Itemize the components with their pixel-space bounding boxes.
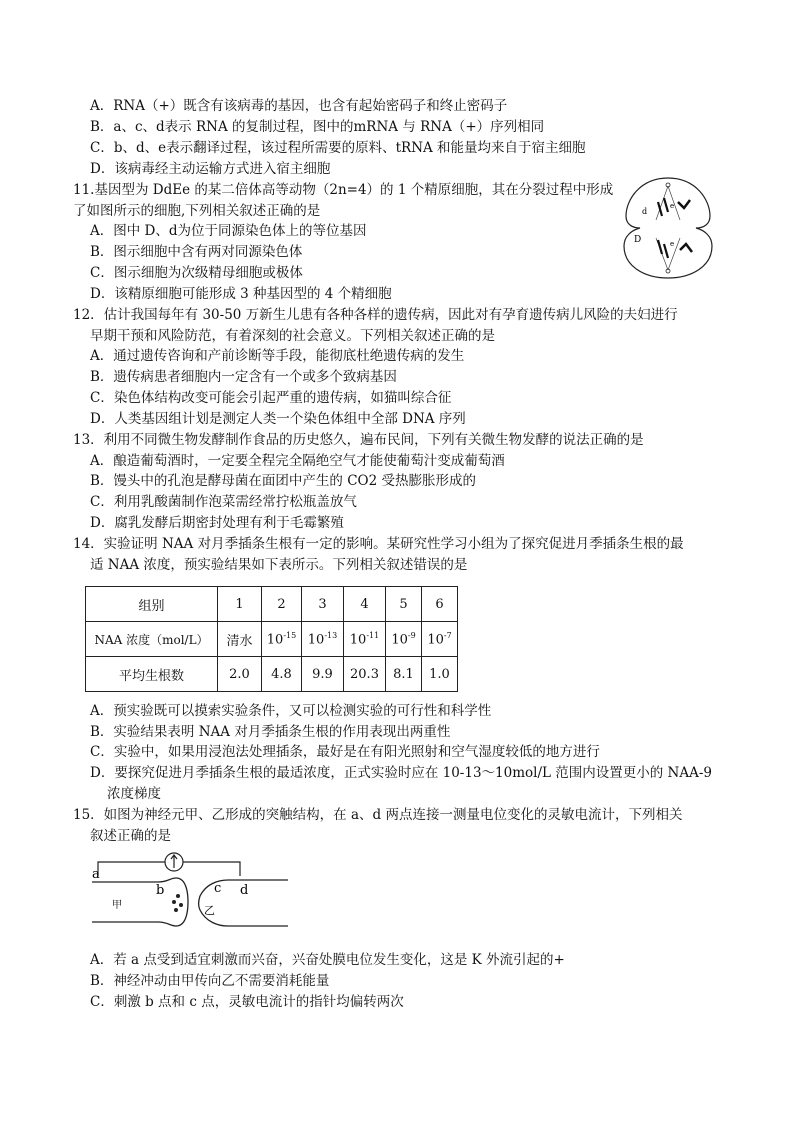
table-cell: 6 xyxy=(422,587,458,622)
fig-label-yi: 乙 xyxy=(204,904,215,917)
q11-option-d: D．该精原细胞可能形成 3 种基因型的 4 个精细胞 xyxy=(90,286,392,302)
table-cell: 1 xyxy=(218,587,262,622)
q12-option-b: B．遗传病患者细胞内一定含有一个或多个致病基因 xyxy=(90,369,397,385)
table-cell: 1.0 xyxy=(422,657,458,692)
q13-option-a: A．酿造葡萄酒时，一定要全程完全隔绝空气才能使葡萄汁变成葡萄酒 xyxy=(90,453,505,469)
table-row xyxy=(86,657,458,692)
table-header: 平均生根数 xyxy=(86,657,218,692)
q15-option-b: B．神经冲动由甲传向乙不需要消耗能量 xyxy=(90,973,330,989)
q14-option-d: D．要探究促进月季插条生根的最适浓度，正式实验时应在 10-13～10mol/L 范围内设置更小的 NAA-9 xyxy=(90,765,713,781)
table-cell: 清水 xyxy=(218,622,262,657)
q14-option-d-cont: 浓度梯度 xyxy=(107,786,161,802)
q10-option-d: D．该病毒经主动运输方式进入宿主细胞 xyxy=(90,161,331,177)
fig-label-jia: 甲 xyxy=(112,900,122,911)
q12-option-d: D．人类基因组计划是测定人类一个染色体组中全部 DNA 序列 xyxy=(90,411,466,427)
table-cell: 20.3 xyxy=(344,657,386,692)
table-cell: $10^{-11}$ xyxy=(344,622,386,657)
table-cell: 3 xyxy=(302,587,344,622)
q14-option-b: B．实验结果表明 NAA 对月季插条生根的作用表现出两重性 xyxy=(90,724,451,740)
table-row xyxy=(86,587,458,622)
naa-table xyxy=(85,586,458,692)
fig-label-d: d xyxy=(240,883,249,898)
fig-label-a: a xyxy=(92,867,100,882)
cell-division-figure xyxy=(618,172,718,284)
table-cell: $10^{-7}$ xyxy=(422,622,458,657)
q11-option-b: B．图示细胞中含有两对同源染色体 xyxy=(90,244,303,260)
synapse-figure xyxy=(88,848,294,940)
q10-option-b: B．a、c、d表示 RNA 的复制过程，图中的mRNA 与 RNA（+）序列相同 xyxy=(90,119,545,135)
q15-option-c: C．刺激 b 点和 c 点，灵敏电流计的指针均偏转两次 xyxy=(90,994,404,1010)
table-header: 组别 xyxy=(86,587,218,622)
table-cell: $10^{-9}$ xyxy=(386,622,422,657)
table-cell: 8.1 xyxy=(386,657,422,692)
q12-option-c: C．染色体结构改变可能会引起严重的遗传病，如猫叫综合征 xyxy=(90,390,452,406)
q15-option-a: A．若 a 点受到适宜刺激而兴奋，兴奋处膜电位发生变化，这是 K 外流引起的+ xyxy=(90,952,565,968)
q11-option-c: C．图示细胞为次级精母细胞或极体 xyxy=(90,265,303,281)
q11-stem-line2: 了如图所示的细胞,下列相关叙述正确的是 xyxy=(73,203,321,219)
q13-option-d: D．腐乳发酵后期密封处理有利于毛霉繁殖 xyxy=(90,515,344,531)
q10-option-a: A．RNA（+）既含有该病毒的基因，也含有起始密码子和终止密码子 xyxy=(90,98,508,114)
fig-label-d1: d xyxy=(642,207,648,216)
fig-label-b: b xyxy=(156,883,165,898)
table-cell: 9.9 xyxy=(302,657,344,692)
q10-option-c: C．b、d、e表示翻译过程，该过程所需要的原料、tRNA 和能量均来自于宿主细胞 xyxy=(90,140,586,156)
q15-stem-line1: 15．如图为神经元甲、乙形成的突触结构，在 a、d 两点连接一测量电位变化的灵敏电流计，下列相关 xyxy=(73,807,683,823)
fig-label-e1: e xyxy=(670,202,675,210)
table-row xyxy=(86,622,458,657)
q13-option-c: C．利用乳酸菌制作泡菜需经常拧松瓶盖放气 xyxy=(90,494,357,510)
fig-label-c: c xyxy=(214,881,222,896)
q14-option-c: C．实验中，如果用浸泡法处理插条，最好是在有阳光照射和空气湿度较低的地方进行 xyxy=(90,744,600,760)
q14-stem-line1: 14．实验证明 NAA 对月季插条生根有一定的影响。某研究性学习小组为了探究促进月季插条生根的最 xyxy=(73,536,684,552)
table-cell: 2.0 xyxy=(218,657,262,692)
q12-option-a: A．通过遗传咨询和产前诊断等手段，能彻底杜绝遗传病的发生 xyxy=(90,348,465,364)
q15-stem-line2: 叙述正确的是 xyxy=(90,828,171,844)
q13-option-b: B．馒头中的孔泡是酵母菌在面团中产生的 CO2 受热膨胀形成的 xyxy=(90,473,476,489)
q13-stem: 13．利用不同微生物发酵制作食品的历史悠久，遍布民间，下列有关微生物发酵的说法正确的是 xyxy=(73,432,644,448)
table-cell: $10^{-13}$ xyxy=(302,622,344,657)
q14-option-a: A．预实验既可以摸索实验条件，又可以检测实验的可行性和科学性 xyxy=(90,703,492,719)
table-cell: 5 xyxy=(386,587,422,622)
table-cell: 4 xyxy=(344,587,386,622)
table-cell: $10^{-15}$ xyxy=(262,622,302,657)
table-cell: 2 xyxy=(262,587,302,622)
q11-stem-line1: 11.基因型为 DdEe 的某二倍体高等动物（2n=4）的 1 个精原细胞，其在分裂过程中形成 xyxy=(73,182,614,198)
table-header: NAA 浓度（mol/L） xyxy=(86,622,218,657)
q14-stem-line2: 适 NAA 浓度，预实验结果如下表所示。下列相关叙述错误的是 xyxy=(90,557,468,573)
q12-stem-line2: 早期干预和风险防范，有着深刻的社会意义。下列相关叙述正确的是 xyxy=(90,328,495,344)
q11-option-a: A．图中 D、d为位于同源染色体上的等位基因 xyxy=(90,223,367,239)
q12-stem-line1: 12．估计我国每年有 30-50 万新生儿患有各种各样的遗传病，因此对有孕育遗传病儿风险的夫妇进行 xyxy=(73,307,678,323)
table-cell: 4.8 xyxy=(262,657,302,692)
fig-label-e2: e xyxy=(670,240,675,248)
fig-label-D: D xyxy=(634,235,642,245)
